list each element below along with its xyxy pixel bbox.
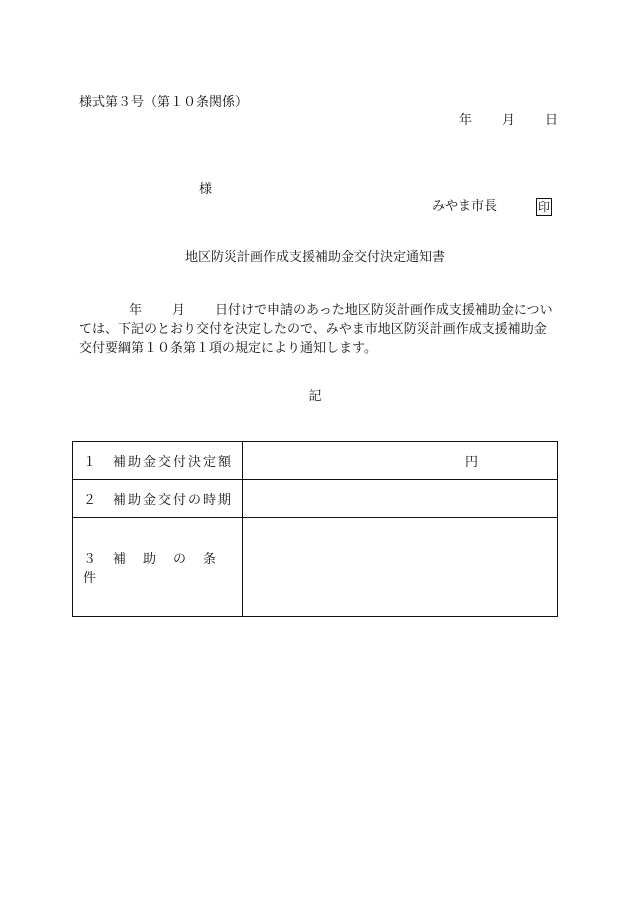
ki-heading: 記: [308, 389, 322, 404]
table-row: [73, 518, 558, 617]
date-line: [459, 113, 558, 129]
table-row-value: [243, 518, 558, 617]
table-row: [73, 442, 558, 480]
body-text: 日付けで申請のあった地区防災計画作成支援補助金については、下記のとおり交付を決定したので、みやま市地区防災計画作成支援補助金交付要綱第１０条第１項の規定により通知します。: [79, 303, 553, 356]
recipient-suffix: 様: [199, 182, 213, 197]
body-paragraph: [79, 301, 555, 358]
table-row-label: ３ 補 助 の 条 件: [73, 518, 243, 617]
subsidy-info-table: [72, 441, 558, 617]
table-row: [73, 480, 558, 518]
date-month: 月: [502, 113, 516, 128]
issuer-name: みやま市長: [432, 199, 498, 214]
body-year: 年: [129, 303, 143, 318]
body-month: 月: [172, 303, 186, 318]
table-row-label: ２ 補助金交付の時期: [73, 480, 243, 518]
table-row-label: １ 補助金交付決定額: [73, 442, 243, 480]
yen-unit: 円: [465, 455, 479, 470]
form-number: 様式第３号（第１０条関係）: [79, 95, 249, 110]
date-day: 日: [545, 113, 559, 128]
document-title: 地区防災計画作成支援補助金交付決定通知書: [184, 250, 445, 265]
seal-mark: 印: [537, 200, 550, 214]
table-row-value: [243, 480, 558, 518]
date-year: 年: [459, 113, 473, 128]
table-row-value: [243, 442, 558, 480]
